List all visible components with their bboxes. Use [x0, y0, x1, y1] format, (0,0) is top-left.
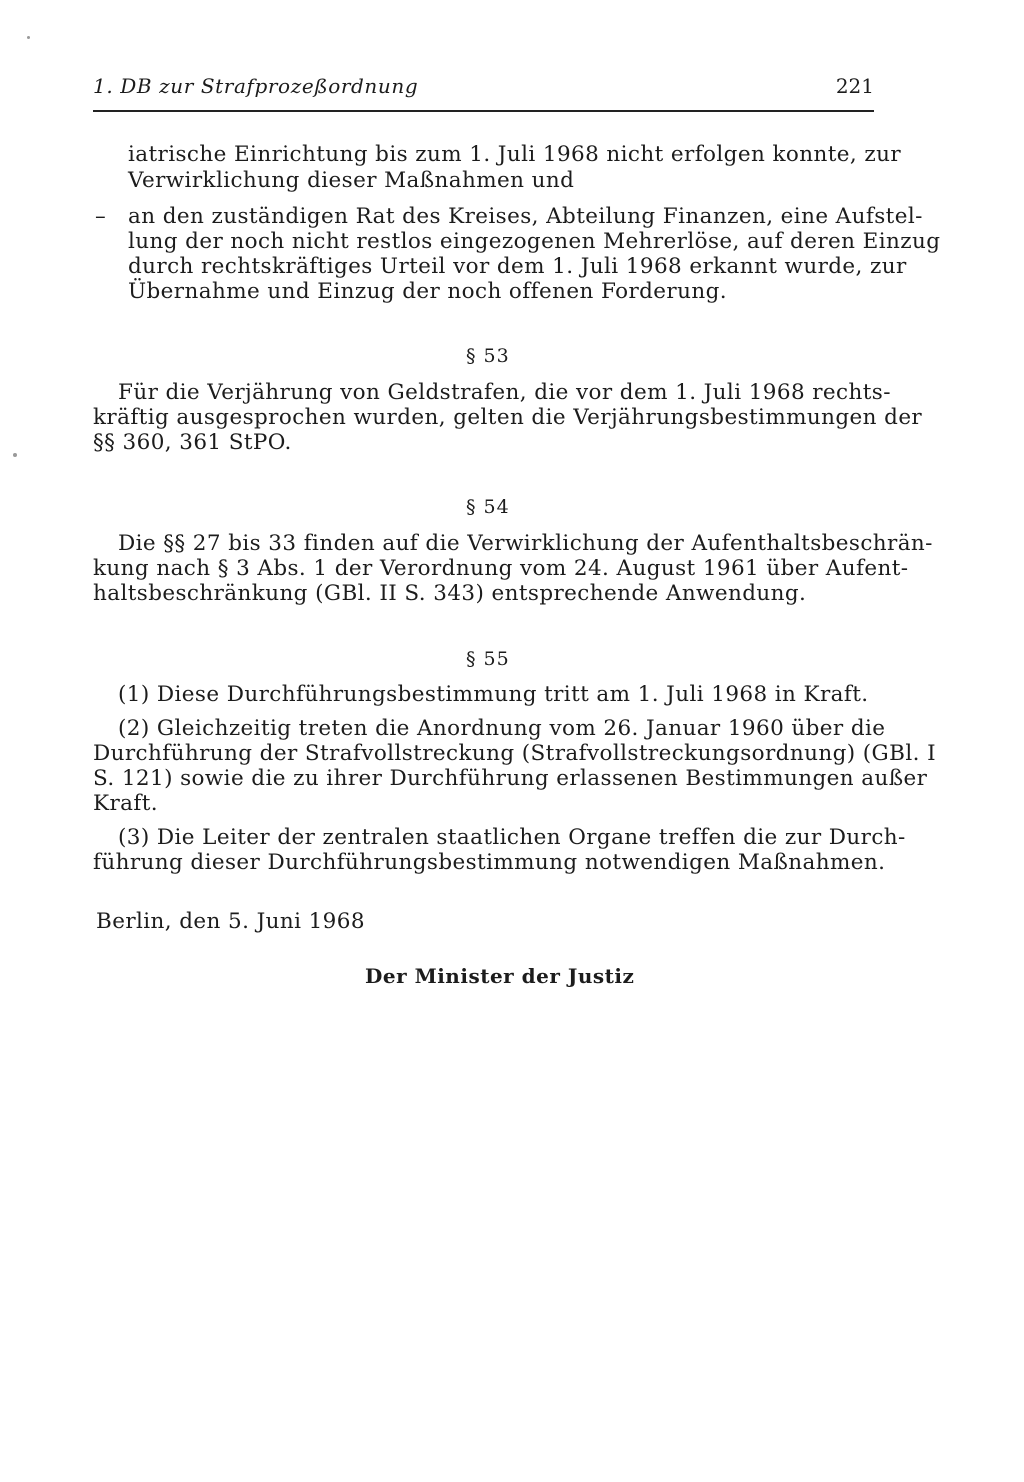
text-line: an den zuständigen Rat des Kreises, Abteilung Finanzen, eine Aufstel- — [128, 204, 923, 229]
text-line: kräftig ausgesprochen wurden, gelten die Verjährungsbestimmungen der — [93, 405, 923, 430]
text-line: iatrische Einrichtung bis zum 1. Juli 1968 nicht erfolgen konnte, zur — [128, 142, 901, 167]
text-line: (3) Die Leiter der zentralen staatlichen Organe treffen die zur Durch- — [118, 825, 906, 850]
text-line: lung der noch nicht restlos eingezogenen Mehrerlöse, auf deren Einzug — [128, 229, 941, 254]
section-heading-54: § 54 — [466, 496, 510, 518]
text-line: haltsbeschränkung (GBl. II S. 343) entsprechende Anwendung. — [93, 581, 807, 606]
text-line: §§ 360, 361 StPO. — [93, 430, 292, 455]
scan-speck — [27, 36, 30, 39]
page-number: 221 — [835, 74, 874, 98]
text-line: Die §§ 27 bis 33 finden auf die Verwirklichung der Aufenthaltsbeschrän- — [118, 531, 933, 556]
header-rule — [93, 110, 874, 112]
section-heading-53: § 53 — [466, 345, 510, 367]
text-line: S. 121) sowie die zu ihrer Durchführung erlassenen Bestimmungen außer — [93, 766, 928, 791]
text-line: Durchführung der Strafvollstreckung (Strafvollstreckungsordnung) (GBl. I — [93, 741, 936, 766]
page-header — [93, 72, 874, 104]
place-date: Berlin, den 5. Juni 1968 — [96, 909, 365, 934]
text-line: Für die Verjährung von Geldstrafen, die vor dem 1. Juli 1968 rechts- — [118, 380, 891, 405]
text-line: Übernahme und Einzug der noch offenen Forderung. — [128, 279, 727, 304]
signature: Der Minister der Justiz — [365, 964, 635, 988]
running-title: 1. DB zur Strafprozeßordnung — [93, 74, 419, 98]
text-line: durch rechtskräftiges Urteil vor dem 1. Juli 1968 erkannt wurde, zur — [128, 254, 907, 279]
text-line: Kraft. — [93, 791, 158, 816]
text-line: (1) Diese Durchführungsbestimmung tritt am 1. Juli 1968 in Kraft. — [118, 682, 869, 707]
text-line: Verwirklichung dieser Maßnahmen und — [128, 168, 575, 193]
text-line: führung dieser Durchführungsbestimmung notwendigen Maßnahmen. — [93, 850, 886, 875]
text-line: kung nach § 3 Abs. 1 der Verordnung vom 24. August 1961 über Aufent- — [93, 556, 909, 581]
section-heading-55: § 55 — [466, 648, 510, 670]
scan-speck — [13, 453, 17, 457]
text-line: (2) Gleichzeitig treten die Anordnung vom 26. Januar 1960 über die — [118, 716, 886, 741]
dash-marker: – — [95, 204, 106, 229]
